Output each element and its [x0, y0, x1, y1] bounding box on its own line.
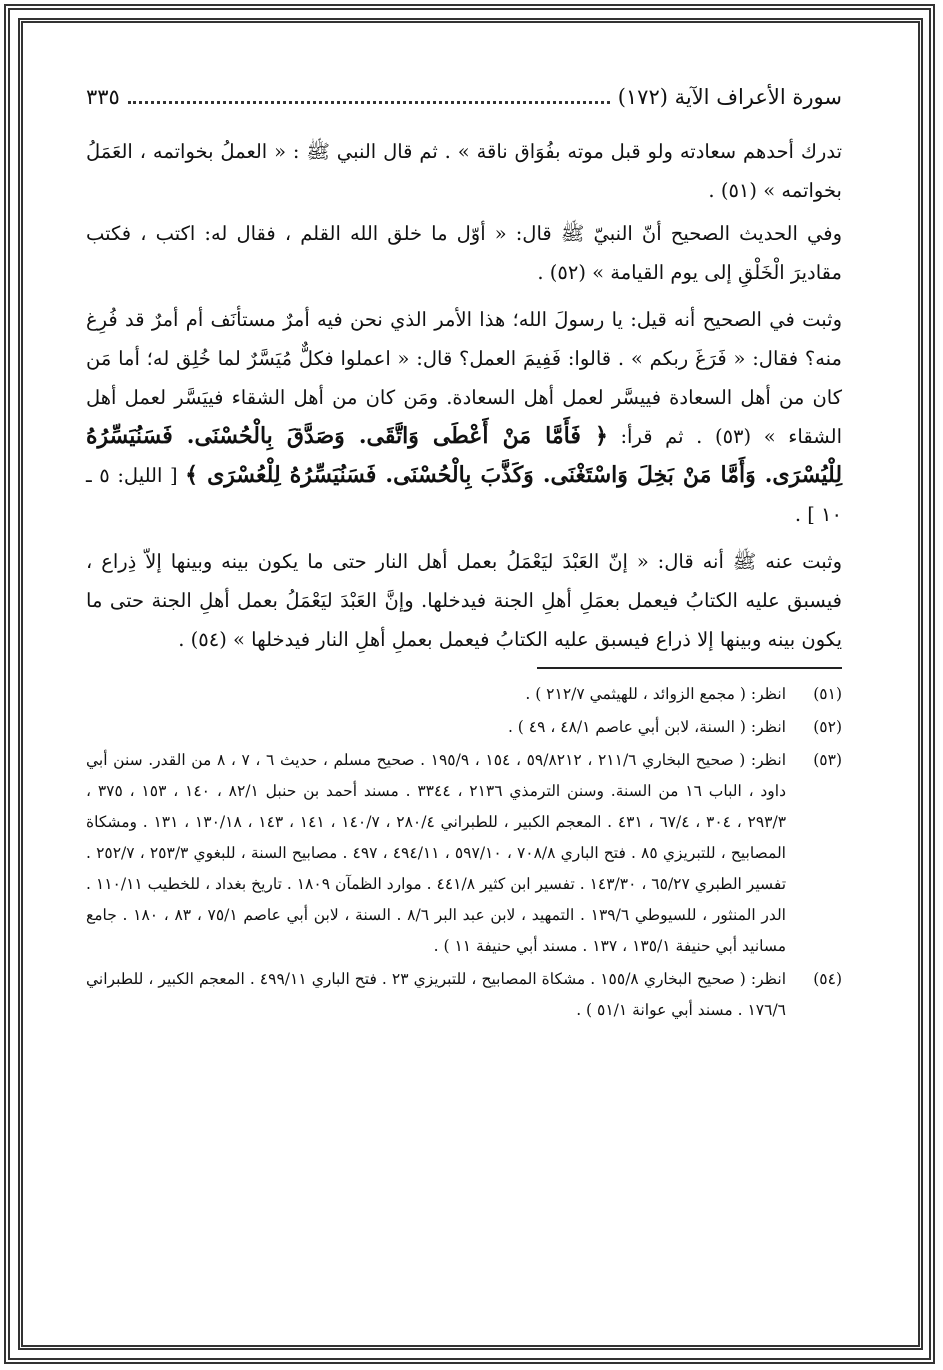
paragraph-3 [86, 300, 842, 534]
footnote-number: (٥٢) [813, 718, 842, 736]
footnote-52 [86, 712, 842, 743]
footnote-separator [537, 667, 842, 669]
paragraph-1: تدرك أحدهم سعادته ولو قبل موته بفُوَاق ناقة » . ثم قال النبي ﷺ : « العملُ بخواتمه ، العَمَلُ بخواتمه » (٥١) . [86, 140, 842, 202]
running-header [86, 80, 842, 114]
footnotes [86, 679, 842, 1026]
footnote-54 [86, 964, 842, 1026]
footnote-text: انظر: ( صحيح البخاري ٢١١/٦ ، ٥٩/٨٢١٢ ، ١٥٤ ، ١٩٥/٩ . صحيح مسلم ، حديث ٦ ، ٧ ، ٨ من القدر. سنن أبي داود ، الباب ١٦ من السنة. وسنن الترمذي ٢١٣٦ ، ٣٣٤٤ . مسند أحمد بن حنبل ٨٢/١ ، ١٤٠ ، ١٥٣ ، ٣٧٥ ، ٢٩٣/٣ ، ٣٠٤ ، ٦٧/٤ ، ٤٣١ . المعجم الكبير ، للطبراني ٢٨٠/٤ ، ١٤٠/٧ ، ١٤١ ، ١٤٣ ، ١٣٠/١٨ ، ١٣١ . ومشكاة المصابيح ، للتبريزي ٨٥ . فتح الباري ٧٠٨/٨ ، ٥٩٧/١٠ ، ٤٩٤/١١ ، ٤٩٧ . مصابيح السنة ، للبغوي ٢٥٣/٣ ، ٢٥٢/٧ . تفسير الطبري ٦٥/٢٧ ، ١٤٣/٣٠ . تفسير ابن كثير ٤٤١/٨ . موارد الظمآن ١٨٠٩ . تاريخ بغداد ، للخطيب ١١٠/١١ . الدر المنثور ، للسيوطي ١٣٩/٦ . التمهيد ، لابن عبد البر ٨/٦ . السنة ، لابن أبي عاصم ٧٥/١ ، ٨٣ ، ١٨٠ . جامع مسانيد أبي حنيفة ١٣٥/١ ، ١٣٧ . مسند أبي حنيفة ١١ ) . [86, 751, 787, 955]
paragraph-3-text: وثبت في الصحيح أنه قيل: يا رسولَ الله؛ هذا الأمر الذي نحن فيه أمرٌ مستأنَف أم أمرٌ قد فُرِغ منه؟ فقال: « فَرَغَ ربكم » . قالوا: فَفِيمَ العمل؟ قال: « اعملوا فكلٌّ مُيَسَّرٌ لما خُلِق له؛ أما مَن كان من أهل السعادة فييسَّر لعمل أهل السعادة. ومَن كان من أهل الشقاء فييَسَّر لعمل أهل الشقاء » (٥٣) . ثم قرأ: [86, 308, 842, 448]
footnote-text: انظر: ( السنة، لابن أبي عاصم ٤٨/١ ، ٤٩ ) . [507, 718, 786, 736]
quran-verse: ﴿ فَأَمَّا مَنْ أَعْطَى وَاتَّقَى. وَصَدَّقَ بِالْحُسْنَى. فَسَنُيَسِّرُهُ لِلْيُسْرَى. وَأَمَّا مَنْ بَخِلَ وَاسْتَغْنَى. وَكَذَّبَ بِالْحُسْنَى. فَسَنُيَسِّرُهُ لِلْعُسْرَى ﴾ [86, 423, 843, 488]
footnote-number: (٥١) [813, 685, 842, 703]
header-title: سورة الأعراف الآية (١٧٢) [617, 85, 842, 109]
footnote-number: (٥٣) [813, 751, 842, 769]
header-dot-leader [128, 89, 610, 104]
page-number: ٣٣٥ [86, 85, 120, 109]
footnote-53 [86, 745, 842, 962]
page-content [86, 80, 842, 1028]
footnote-text: انظر: ( مجمع الزوائد ، للهيثمي ٢١٢/٧ ) . [525, 685, 786, 703]
footnote-number: (٥٤) [813, 970, 842, 988]
footnote-51 [86, 679, 842, 710]
footnote-text: انظر: ( صحيح البخاري ١٥٥/٨ . مشكاة المصابيح ، للتبريزي ٢٣ . فتح الباري ٤٩٩/١١ . المعجم الكبير ، للطبراني ١٧٦/٦ . مسند أبي عوانة ٥١/١ ) . [86, 970, 787, 1019]
quran-reference: [ الليل: ٥ ـ ١٠ ] . [86, 464, 842, 526]
paragraph-2: وفي الحديث الصحيح أنّ النبيّ ﷺ قال: « أوّل ما خلق الله القلم ، فقال له: اكتب ، فكتب مقاديرَ الْخَلْقِ إلى يوم القيامة » (٥٢) . [86, 222, 842, 284]
paragraph-4: وثبت عنه ﷺ أنه قال: « إنّ العَبْدَ ليَعْمَلُ بعمل أهل النار حتى ما يكون بينه وبينها إلاّ ذِراع ، فيسبق عليه الكتابُ فيعمل بعمَلِ أهلِ الجنة فيدخلها. وإنَّ العَبْدَ ليَعْمَلُ بعمل أهلِ الجنة حتى ما يكون بينه وبينها إلا ذراع فيسبق عليه الكتابُ فيعمل بعملِ أهلِ النار فيدخلها » (٥٤) . [86, 550, 842, 651]
